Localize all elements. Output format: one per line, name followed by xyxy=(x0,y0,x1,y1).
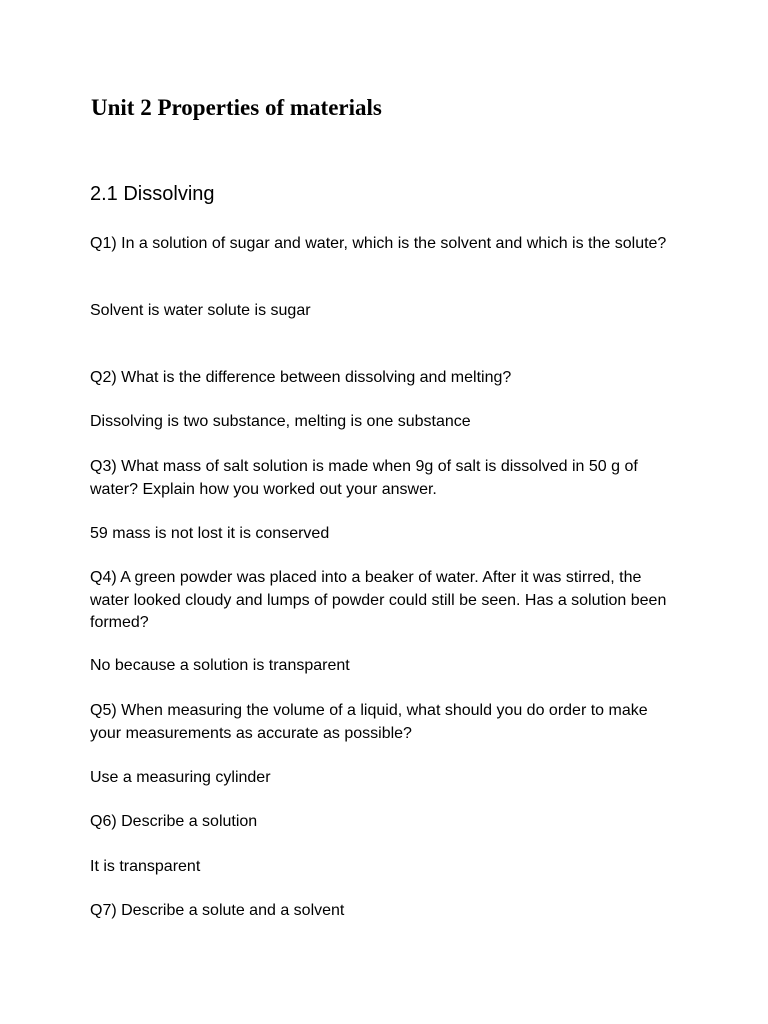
page-title: Unit 2 Properties of materials xyxy=(91,95,382,120)
question-7: Q7) Describe a solute and a solvent xyxy=(90,902,345,919)
question-5: Q5) When measuring the volume of a liquid, what should you do order to make your measurements as accurate as possible? xyxy=(90,702,648,742)
section-heading: 2.1 Dissolving xyxy=(90,183,215,205)
answer-3: 59 mass is not lost it is conserved xyxy=(90,525,330,542)
question-3: Q3) What mass of salt solution is made when 9g of salt is dissolved in 50 g of water? Explain how you worked out your answer. xyxy=(90,458,638,498)
question-1: Q1) In a solution of sugar and water, which is the solvent and which is the solute? xyxy=(90,235,667,252)
question-4: Q4) A green powder was placed into a beaker of water. After it was stirred, the water looked cloudy and lumps of powder could still be seen. Has a solution been formed? xyxy=(90,569,667,631)
answer-1: Solvent is water solute is sugar xyxy=(90,302,311,319)
answer-5: Use a measuring cylinder xyxy=(90,769,271,786)
question-6: Q6) Describe a solution xyxy=(90,813,258,830)
answer-6: It is transparent xyxy=(90,858,201,875)
question-2: Q2) What is the difference between dissolving and melting? xyxy=(90,369,512,386)
answer-4: No because a solution is transparent xyxy=(90,657,350,674)
answer-2: Dissolving is two substance, melting is one substance xyxy=(90,413,471,430)
